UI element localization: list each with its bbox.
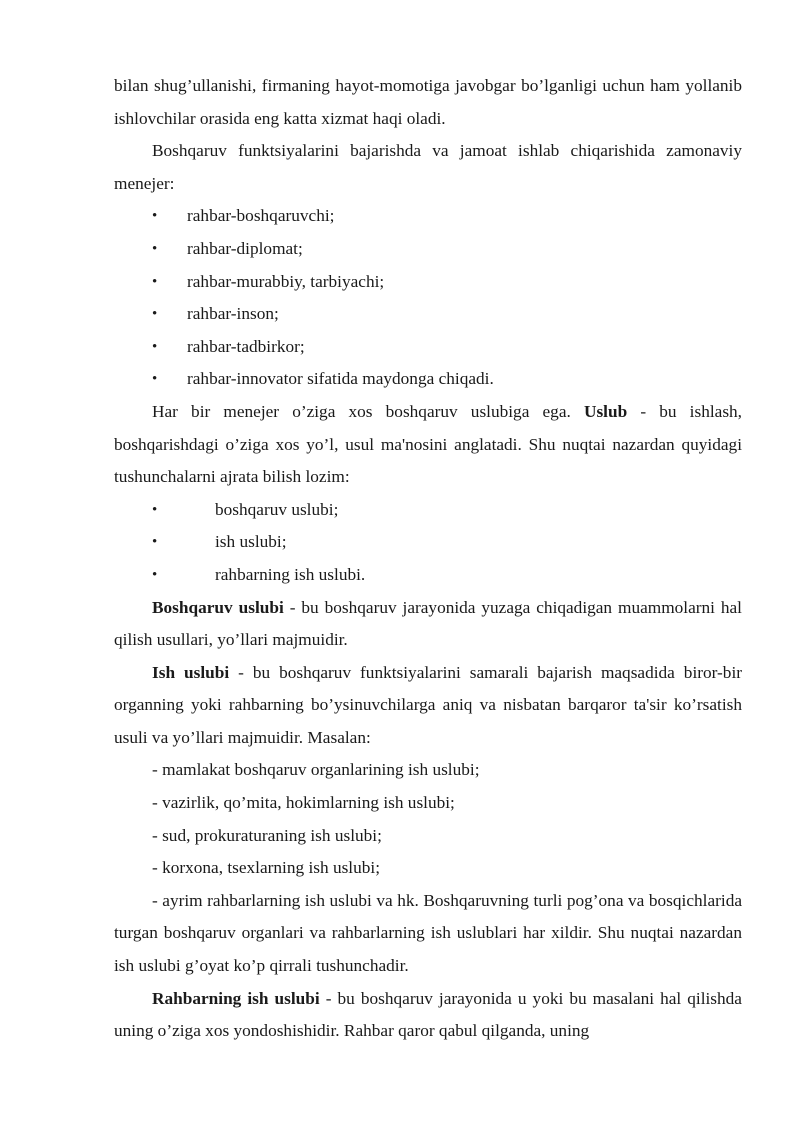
bullet-icon: • [152, 306, 158, 323]
list-item: - korxona, tsexlarning ish uslubi; [152, 858, 380, 878]
list-item: • rahbar-inson; [114, 298, 742, 331]
list-item: • ish uslubi; [114, 526, 742, 559]
bullet-icon: • [152, 273, 158, 290]
bullet-list-roles [114, 200, 742, 396]
bullet-icon: • [152, 501, 158, 518]
term-ish-uslubi: Ish uslubi [152, 662, 230, 682]
list-item: - mamlakat boshqaruv organlarining ish uslubi; [152, 760, 480, 780]
paragraph-rahbarning-ish-uslubi: Rahbarning ish uslubi - bu boshqaruv jarayonida u yoki bu masalani hal qilishda uning o’ziga xos yondoshishidir. Rahbar qaror qabul qilganda, uning [114, 988, 742, 1041]
list-item: • rahbarning ish uslubi. [114, 559, 742, 592]
list-item: • rahbar-tadbirkor; [114, 331, 742, 364]
list-item: • rahbar-murabbiy, tarbiyachi; [114, 266, 742, 299]
bullet-icon: • [152, 208, 158, 225]
bullet-icon: • [152, 371, 158, 388]
paragraph-manager-roles: Boshqaruv funktsiyalarini bajarishda va jamoat ishlab chiqarishida zamonaviy menejer: [114, 141, 742, 193]
term-boshqaruv-uslubi: Boshqaruv uslubi [152, 597, 284, 617]
paragraph-boshqaruv-uslubi: Boshqaruv uslubi - bu boshqaruv jarayonida yuzaga chiqadigan muammolarni hal qilish usullari, yo’llari majmuidir. [114, 597, 742, 650]
list-item: • rahbar-boshqaruvchi; [114, 200, 742, 233]
document-body [114, 70, 742, 1048]
paragraph-continuation: bilan shug’ullanishi, firmaning hayot-momotiga javobgar bo’lganligi uchun ham yollanib ishlovchilar orasida eng katta xizmat haqi oladi. [114, 76, 742, 128]
paragraph-ayrim-rahbarlar: - ayrim rahbarlarning ish uslubi va hk. Boshqaruvning turli pog’ona va bosqichlarida turgan boshqaruv organlari va rahbarlarning ish uslublari har xildir. Shu nuqtai nazardan ish uslubi g’oyat ko’p qirrali tushunchadir. [114, 890, 742, 976]
list-item: • boshqaruv uslubi; [114, 494, 742, 527]
list-item: • rahbar-innovator sifatida maydonga chiqadi. [114, 363, 742, 396]
bullet-icon: • [152, 566, 158, 583]
term-rahbarning-ish-uslubi: Rahbarning ish uslubi [152, 988, 320, 1008]
term-uslub: Uslub [583, 401, 628, 421]
dash-list-examples [114, 754, 742, 884]
paragraph-uslub-definition: Har bir menejer o’ziga xos boshqaruv uslubiga ega. Uslub - bu ishlash, boshqarishdagi o’ziga xos yo’l, usul ma'nosini anglatadi. Shu nuqtai nazardan quyidagi tushunchalarni ajrata bilish lozim: [114, 401, 743, 487]
list-item: - vazirlik, qo’mita, hokimlarning ish uslubi; [152, 793, 455, 813]
list-item: - sud, prokuraturaning ish uslubi; [152, 825, 382, 845]
list-item: • rahbar-diplomat; [114, 233, 742, 266]
bullet-icon: • [152, 240, 158, 257]
bullet-icon: • [152, 534, 158, 551]
bullet-icon: • [152, 338, 158, 355]
bullet-list-styles [114, 494, 742, 592]
paragraph-ish-uslubi: Ish uslubi - bu boshqaruv funktsiyalarini samarali bajarish maqsadida biror-bir organning yoki rahbarning bo’ysinuvchilarga aniq va nisbatan barqaror ta'sir ko’rsatish usuli va yo’llari majmuidir. Masalan: [114, 662, 742, 747]
